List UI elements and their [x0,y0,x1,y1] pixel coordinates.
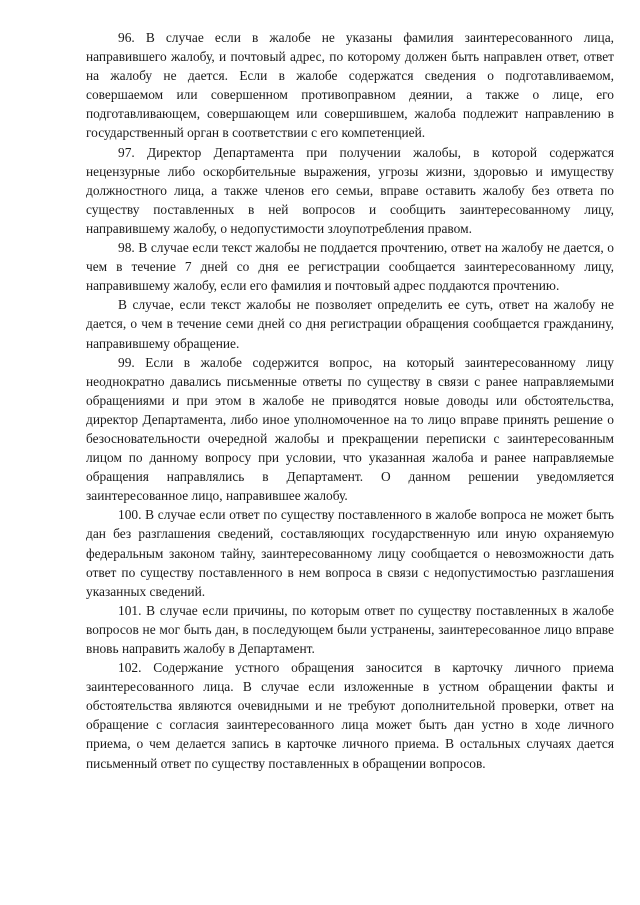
paragraph-100: 100. В случае если ответ по существу поставленного в жалобе вопроса не может быть дан без разглашения сведений, составляющих государственную или иную охраняемую федеральным законом тайну, заинтересованному лицу сообщается о невозможности дать ответ по существу поставленного в нем вопроса в связи с недопустимостью разглашения указанных сведений. [86,507,614,599]
paragraph-96: 96. В случае если в жалобе не указаны фамилия заинтересованного лица, направившего жалобу, и почтовый адрес, по которому должен быть направлен ответ, ответ на жалобу не дается. Если в жалобе содержатся сведения о подготавливаемом, совершаемом или совершенном противоправном деянии, а также о лице, его подготавливающем, совершающем или совершившем, жалоба подлежит направлению в государственный орган в соответствии с его компетенцией. [86,30,614,141]
paragraph-98-continued: В случае, если текст жалобы не позволяет определить ее суть, ответ на жалобу не дается, о чем в течение семи дней со дня регистрации обращения сообщается гражданину, направившему обращение. [86,297,614,351]
paragraph-97: 97. Директор Департамента при получении жалобы, в которой содержатся нецензурные либо оскорбительные выражения, угрозы жизни, здоровью и имуществу должностного лица, а также членов его семьи, вправе оставить жалобу без ответа по существу поставленных в ней вопросов и сообщить заинтересованному лицу, направившему жалобу, о недопустимости злоупотребления правом. [86,144,614,236]
paragraph-98: 98. В случае если текст жалобы не поддается прочтению, ответ на жалобу не дается, о чем в течение 7 дней со дня ее регистрации сообщается заинтересованному лицу, направившему жалобу, если его фамилия и почтовый адрес поддаются прочтению. [86,240,614,294]
paragraph-101: 101. В случае если причины, по которым ответ по существу поставленных в жалобе вопросов не мог быть дан, в последующем были устранены, заинтересованное лицо вправе вновь направить жалобу в Департамент. [86,602,614,656]
paragraph-102: 102. Содержание устного обращения заносится в карточку личного приема заинтересованного лица. В случае если изложенные в устном обращении факты и обстоятельства являются очевидными и не требуют дополнительной проверки, ответ на обращение с согласия заинтересованного лица может быть дан устно в ходе личного приема, о чем делается запись в карточке личного приема. В остальных случаях дается письменный ответ по существу поставленных в обращении вопросов. [86,660,614,771]
paragraph-99: 99. Если в жалобе содержится вопрос, на который заинтересованному лицу неоднократно давались письменные ответы по существу в связи с ранее направляемыми обращениями и при этом в жалобе не приводятся новые доводы или обстоятельства, директор Департамента, либо иное уполномоченное на то лицо вправе принять решение о безосновательности очередной жалобы и прекращении переписки с заинтересованным лицом по данному вопросу при условии, что указанная жалоба и ранее направляемые обращения направлялись в Департамент. О данном решении уведомляется заинтересованное лицо, направившее жалобу. [86,354,614,504]
